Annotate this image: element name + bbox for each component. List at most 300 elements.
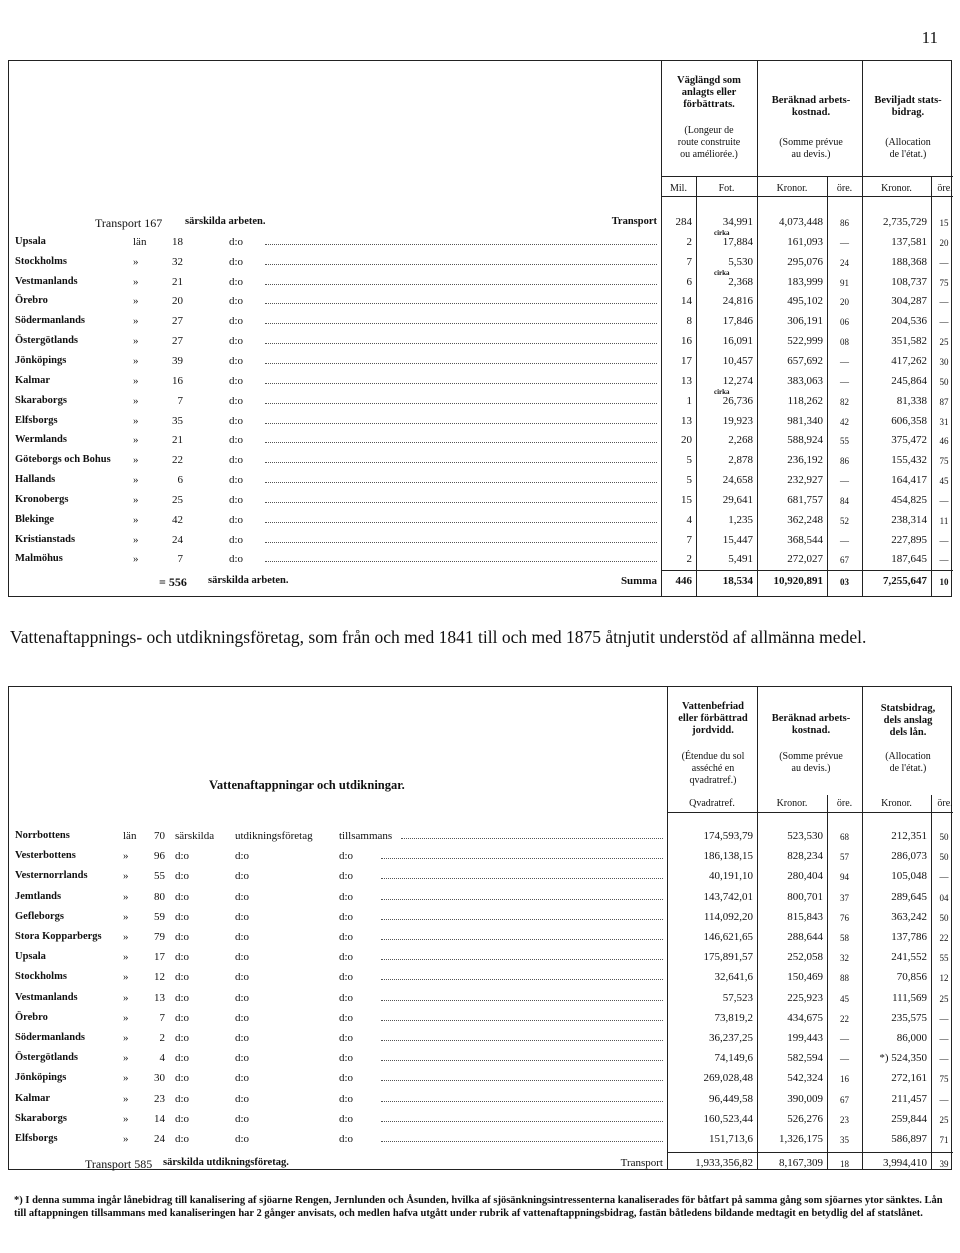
works-count: 39 [172,354,183,367]
cost-kronor: 118,262 [787,394,823,407]
grant-ore: 15 [939,218,949,228]
area-value: 96,449,58 [709,1092,753,1105]
miles-value: 284 [675,216,692,228]
grant-kronor: 586,897 [891,1133,927,1145]
leader-dots [265,284,657,285]
county-prefix: » [133,414,139,427]
table-row [9,511,951,531]
county-name: Upsala [15,951,46,963]
works-count: 21 [172,275,183,288]
table-row [9,1110,951,1130]
header-length-line: Väglängd som [677,75,741,86]
ditto-mark: d:o [229,454,244,467]
grant-ore: 25 [939,337,949,348]
col-a: d:o [175,971,190,984]
cost-kronor: 495,102 [787,295,823,308]
grant-ore: 10 [939,577,949,588]
col-a: d:o [175,1112,190,1125]
cost-kronor: 10,920,891 [773,575,823,588]
header-cost [759,95,863,119]
col-b: d:o [235,951,250,964]
cost-ore: 86 [840,218,849,228]
county-name: Kronobergs [15,493,69,505]
area-value: 175,891,57 [703,951,753,964]
area-value: 1,933,356,82 [695,1157,753,1170]
table-row [9,352,951,372]
area-value: 74,149,6 [714,1052,753,1065]
grant-kronor: 187,645 [891,553,927,566]
ditto-mark: d:o [229,533,244,546]
county-prefix: » [133,374,139,387]
works-count: 80 [154,890,165,903]
county-name: Elfsborgs [15,414,58,426]
leader-dots [381,1121,663,1122]
col-a: d:o [175,890,190,903]
unit-label: Kronor. [776,798,808,809]
works-count: 4 [159,1052,165,1065]
ditto-mark: d:o [229,553,244,566]
works-count: 7 [159,1011,165,1024]
miles-value: 13 [681,374,692,387]
header-grant-fr-line: (Allocation [885,751,931,762]
cost-kronor: 280,404 [787,870,823,883]
area-value: 146,621,65 [703,931,753,943]
table-row [9,312,951,332]
miles-value: 8 [686,315,692,328]
grant-ore: 04 [939,892,949,903]
grant-ore: 22 [939,933,949,943]
col-c: d:o [339,1032,354,1044]
grant-kronor: 204,536 [891,315,927,328]
leader-dots [381,939,663,940]
feet-value: 19,923 [722,414,753,427]
col-a: d:o [175,910,190,923]
area-value: 269,028,48 [703,1072,753,1085]
grant-ore: 39 [939,1159,949,1170]
leader-dots [265,542,657,543]
ditto-mark: d:o [229,374,244,387]
grant-ore: 30 [939,356,949,367]
county-prefix: » [123,1011,129,1024]
miles-value: 6 [686,275,692,288]
cost-kronor: 981,340 [787,414,823,427]
county-prefix: » [133,553,139,566]
col-b: d:o [235,1052,250,1065]
county-prefix: » [133,354,139,367]
header-grant-fr-line: de l'état.) [889,763,927,774]
header-area [669,701,757,737]
miles-value: 13 [681,414,692,427]
cost-kronor: 588,924 [787,434,823,447]
ditto-mark: d:o [229,255,244,268]
table-row [9,233,951,253]
leader-dots [381,878,663,879]
cost-ore: 94 [840,872,849,883]
miles-value: 15 [681,493,692,506]
header-area-fr-line: asséché en [691,763,735,774]
header-area-fr [669,751,757,787]
header-cost-fr [759,751,863,775]
table-row [9,372,951,392]
table-row [9,253,951,273]
header-grant-fr-line: (Allocation [885,137,931,148]
header-grant-fr [864,751,952,775]
county-prefix: » [123,1112,129,1125]
works-count: 30 [154,1072,165,1085]
header-area-line: eller förbättrad [678,713,748,724]
summa-label: särskilda arbeten. [208,575,289,587]
grant-kronor: 188,368 [891,255,927,268]
table-row [9,1069,951,1089]
transport-label: särskilda arbeten. [185,216,266,227]
cost-ore: 76 [840,912,849,923]
works-count: 7 [177,394,183,407]
leader-dots [265,244,657,245]
leader-dots [381,858,663,859]
county-name: Hallands [15,474,56,486]
county-name: Göteborgs och Bohus [15,454,111,466]
feet-value: 24,816 [722,295,753,308]
grant-ore: 31 [939,416,949,427]
works-count: 27 [172,335,183,348]
county-prefix: » [133,255,139,268]
cost-ore: 03 [840,577,849,588]
county-name: Vesterbottens [15,850,76,862]
cost-kronor: 800,701 [787,890,823,903]
grant-kronor: 7,255,647 [883,575,927,588]
leader-dots [381,1101,663,1102]
ditto-mark: d:o [229,315,244,328]
works-count: 55 [154,870,165,883]
table-row [9,1029,951,1049]
grant-ore: 75 [939,277,949,288]
col-a: d:o [175,870,190,883]
table-row [9,550,951,570]
grant-kronor: 105,048 [891,870,927,883]
header-grant [864,703,952,739]
grant-ore: — [939,555,949,566]
grant-kronor: 211,457 [891,1092,927,1105]
works-count: 14 [154,1112,165,1125]
grant-ore: — [939,1094,949,1105]
table-row [9,392,951,412]
grant-ore: 55 [939,953,949,964]
leader-dots [265,561,657,562]
cost-kronor: 657,692 [787,354,823,367]
grant-ore: — [939,495,949,506]
grant-kronor: 351,582 [891,335,927,348]
miles-value: 5 [686,454,692,467]
header-area-fr-line: qvadratref.) [689,775,737,786]
area-value: 186,138,15 [703,850,753,863]
cost-kronor: 295,076 [787,255,823,268]
col-c: d:o [339,991,354,1004]
works-count: 13 [154,991,165,1004]
header-cost-fr-line: au devis.) [791,763,831,774]
grant-kronor: 70,856 [896,971,927,984]
unit-label: öre. [937,798,953,809]
county-name: Örebro [15,295,48,307]
area-value: 40,191,10 [709,870,753,883]
cost-ore: 35 [840,1135,849,1145]
works-count: 42 [172,513,183,526]
feet-value: 2,268 [728,434,753,447]
county-prefix: » [133,513,139,526]
leader-dots [265,442,657,443]
county-prefix: » [133,533,139,546]
ditto-mark: d:o [229,493,244,506]
cost-ore: 22 [840,1013,849,1024]
leader-dots [381,1060,663,1061]
miles-value: 7 [686,255,692,268]
cost-ore: — [840,476,849,487]
col-c: d:o [339,1133,354,1145]
grant-kronor: 606,358 [891,414,927,427]
county-prefix: » [133,434,139,447]
miles-value: 16 [681,335,692,348]
works-count: 24 [154,1133,165,1145]
grant-kronor: 111,569 [892,991,927,1004]
works-count: 27 [172,315,183,328]
grant-kronor: 238,314 [891,513,927,526]
leader-dots [265,403,657,404]
ditto-mark: d:o [229,335,244,348]
col-c: d:o [339,910,354,923]
leader-dots [265,383,657,384]
table-row [9,948,951,968]
cost-kronor: 1,326,175 [779,1133,823,1145]
col-b: d:o [235,1032,250,1044]
col-c: d:o [339,971,354,984]
grant-kronor: 286,073 [891,850,927,863]
ditto-mark: d:o [229,474,244,487]
grant-ore: — [939,257,949,268]
header-length-fr-line: ou améliorée.) [680,149,738,160]
grant-ore: — [939,1054,949,1065]
grant-kronor: 108,737 [891,275,927,288]
cost-ore: 88 [840,973,849,984]
miles-value: 20 [681,434,692,447]
drainage-title: Vattenaftappningar och utdikningar. [209,778,405,792]
summa-rule [661,570,953,571]
county-name: Jönköpings [15,1072,67,1084]
col-b: d:o [235,1133,250,1145]
works-count: 21 [172,434,183,447]
cost-ore: 67 [840,1094,849,1105]
ditto-mark: d:o [229,354,244,367]
county-prefix: » [133,454,139,467]
units-divider [667,812,953,813]
grant-kronor: 212,351 [891,830,927,842]
col-b: d:o [235,931,250,943]
drainage-table [8,686,952,1170]
table-row [9,412,951,432]
cost-ore: 91 [840,277,849,288]
unit-label: öre. [937,183,953,194]
works-count: 79 [154,931,165,943]
county-name: Malmöhus [15,553,63,565]
col-a: d:o [175,850,190,863]
miles-value: 2 [686,553,692,566]
leader-dots [381,1000,663,1001]
cost-ore: 37 [840,892,849,903]
cost-kronor: 272,027 [787,553,823,566]
miles-value: 7 [686,533,692,546]
cost-kronor: 828,234 [787,850,823,863]
works-count: 35 [172,414,183,427]
works-count: 96 [154,850,165,863]
grant-kronor: 3,994,410 [883,1157,927,1170]
header-grant-line: dels lån. [889,727,927,738]
grant-kronor: 137,786 [891,931,927,943]
leader-dots [265,264,657,265]
header-length-fr-line: route construite [677,137,741,148]
grant-ore: 50 [939,376,949,387]
header-grant-line: bidrag. [891,107,925,118]
col-b: d:o [235,991,250,1004]
transport-right-label: Transport [620,1157,663,1170]
ditto-mark: d:o [229,275,244,288]
table-row [9,1090,951,1110]
county-name: Kalmar [15,1092,50,1104]
grant-ore: 50 [939,912,949,923]
table-row [9,908,951,928]
cost-ore: 23 [840,1114,849,1125]
leader-dots [265,323,657,324]
cost-ore: 84 [840,495,849,506]
cost-kronor: 582,594 [787,1052,823,1065]
cost-ore: 18 [840,1159,849,1170]
summa-right-label: Summa [620,575,657,588]
cost-ore: 67 [840,555,849,566]
ditto-mark: d:o [229,414,244,427]
county-prefix: » [133,335,139,348]
grant-ore: — [939,1034,949,1044]
table-row [9,847,951,867]
cost-kronor: 522,999 [787,335,823,348]
col-a: särskilda [175,830,215,842]
ditto-mark: d:o [229,434,244,447]
transport-count: Transport 167 [95,216,163,230]
cost-ore: 52 [840,515,849,526]
cost-kronor: 288,644 [787,931,823,943]
header-cost-line: kostnad. [791,107,831,118]
grant-kronor: 137,581 [891,235,927,248]
works-count: 25 [172,493,183,506]
grant-ore: 50 [939,832,949,842]
works-count: 6 [177,474,183,487]
leader-dots [381,1020,663,1021]
leader-dots [265,502,657,503]
table-row [9,431,951,451]
cost-kronor: 232,927 [787,474,823,487]
cost-ore: 42 [840,416,849,427]
table-row [9,888,951,908]
col-c: d:o [339,1052,354,1065]
summa-row [9,572,951,592]
county-prefix: » [133,315,139,328]
unit-label: Fot. [718,183,735,194]
grant-kronor: 454,825 [891,493,927,506]
col-c: d:o [339,1112,354,1125]
feet-value: 10,457 [722,354,753,367]
county-prefix: » [123,1133,129,1145]
ditto-mark: d:o [229,394,244,407]
county-name: Norrbottens [15,830,70,841]
transport-rule [667,1152,953,1153]
cost-ore: 82 [840,396,849,407]
grant-ore: — [939,535,949,546]
county-name: Östergötlands [15,1052,78,1064]
leader-dots [265,343,657,344]
col-a: d:o [175,1052,190,1065]
grant-kronor: 227,895 [891,533,927,546]
county-name: Gefleborgs [15,910,64,922]
transport-label: särskilda utdikningsföretag. [163,1157,289,1169]
leader-dots [265,423,657,424]
county-prefix: » [123,870,129,883]
cost-kronor: 368,544 [787,533,823,546]
county-name: Vestmanlands [15,275,78,287]
section-title: Vattenaftappnings- och utdikningsföretag, som från och med 1841 till och med 1875 åtnjutit understöd af allmänna medel. [10,627,867,647]
unit-label: Mil. [670,183,687,194]
col-b: d:o [235,890,250,903]
header-grant-fr [864,137,952,161]
table-row [9,1049,951,1069]
cost-ore: — [840,237,849,248]
header-cost-line: Beräknad arbets- [771,713,851,724]
grant-kronor: 417,262 [891,354,927,367]
area-value: 174,593,79 [703,830,753,842]
county-name: Stockholms [15,971,67,983]
county-prefix: » [123,931,129,943]
header-divider [661,176,953,177]
county-prefix: » [133,493,139,506]
header-cost-fr-line: (Somme prévue [779,137,843,148]
cost-ore: 55 [840,436,849,447]
grant-ore: 75 [939,1074,949,1085]
works-count: 2 [159,1032,165,1044]
cost-ore: — [840,356,849,367]
cost-ore: — [840,535,849,546]
feet-value: 34,991 [722,216,753,228]
county-prefix: » [123,1072,129,1085]
cost-ore: — [840,376,849,387]
col-c: tillsammans [339,830,393,842]
page-number: 11 [921,28,938,47]
units-divider [661,196,953,197]
feet-value: 15,447 [722,533,753,546]
cost-ore: 16 [840,1074,849,1085]
cost-kronor: 526,276 [787,1112,823,1125]
grant-ore: — [939,872,949,883]
grant-kronor: *) 524,350 [879,1052,927,1065]
header-cost-fr [759,137,863,161]
works-count: 22 [172,454,183,467]
miles-value: 5 [686,474,692,487]
county-name: Upsala [15,235,46,247]
works-count: 32 [172,255,183,268]
county-prefix: » [133,474,139,487]
grant-kronor: 86,000 [896,1032,927,1044]
col-b: d:o [235,1092,250,1105]
feet-value: 5,530 [728,255,753,268]
col-a: d:o [175,1072,190,1085]
col-c: d:o [339,1072,354,1085]
cost-kronor: 8,167,309 [779,1157,823,1170]
cost-ore: 32 [840,953,849,964]
grant-kronor: 235,575 [891,1011,927,1024]
